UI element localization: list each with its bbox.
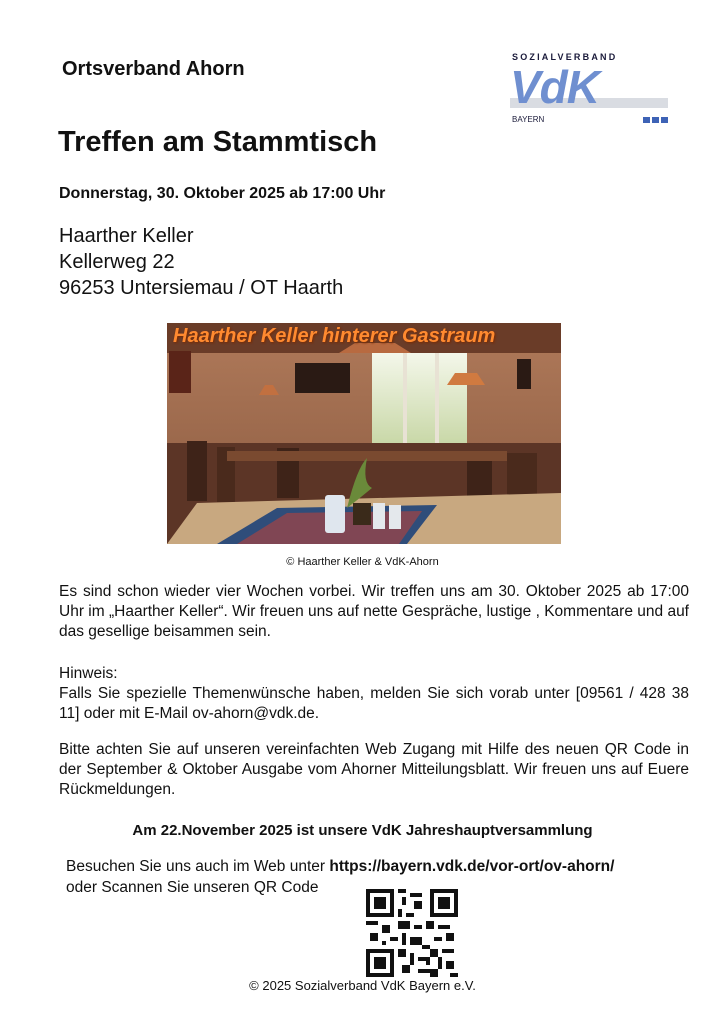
event-date: Donnerstag, 30. Oktober 2025 ab 17:00 Uhr xyxy=(59,185,386,202)
venue-street: Kellerweg 22 xyxy=(59,251,175,273)
logo-tagline: SOZIALVERBAND xyxy=(512,52,618,62)
venue-photo xyxy=(167,323,561,544)
annual-meeting-notice: Am 22.November 2025 ist unsere VdK Jahreshauptversammlung xyxy=(132,822,593,839)
org-name: Ortsverband Ahorn xyxy=(62,58,245,80)
qr-info-paragraph: Bitte achten Sie auf unseren vereinfachten Web Zugang mit Hilfe des neuen QR Code in der September & Oktober Ausgabe vom Ahorner Mitteilungsblatt. Wir freuen uns auf Euere Rückmeldungen. xyxy=(59,741,689,798)
hint-label: Hinweis: xyxy=(59,665,118,682)
venue-name: Haarther Keller xyxy=(59,225,194,247)
web-url-link[interactable]: https://bayern.vdk.de/vor-ort/ov-ahorn/ xyxy=(329,858,615,875)
logo-wordmark: VdK xyxy=(510,61,599,113)
venue-city: 96253 Untersiemau / OT Haarth xyxy=(59,277,344,299)
logo-squares xyxy=(643,117,668,123)
venue-photo-image xyxy=(167,323,561,544)
web-prefix: Besuchen Sie uns auch im Web unter xyxy=(66,858,330,875)
vdk-logo xyxy=(510,52,670,128)
footer-copyright: © 2025 Sozialverband VdK Bayern e.V. xyxy=(249,978,476,993)
hint-text: Falls Sie spezielle Themenwünsche haben, melden Sie sich vorab unter [09561 / 428 38 11] oder mit E-Mail ov-ahorn@vdk.de. xyxy=(59,685,689,722)
photo-overlay-text: Haarther Keller hinterer Gastraum xyxy=(173,325,496,347)
logo-region: BAYERN xyxy=(512,115,545,124)
qr-code-icon[interactable] xyxy=(366,889,458,977)
photo-caption: © Haarther Keller & VdK-Ahorn xyxy=(286,556,439,568)
web-line xyxy=(66,858,614,876)
intro-paragraph: Es sind schon wieder vier Wochen vorbei. Wir treffen uns am 30. Oktober 2025 ab 17:00 Uhr im „Haarther Keller“. Wir freuen uns auf nette Gespräche, lustige , Kommentare und auf das gesellige beisammen sein. xyxy=(59,583,689,640)
scan-line: oder Scannen Sie unseren QR Code xyxy=(66,879,319,896)
page-title: Treffen am Stammtisch xyxy=(58,126,378,158)
